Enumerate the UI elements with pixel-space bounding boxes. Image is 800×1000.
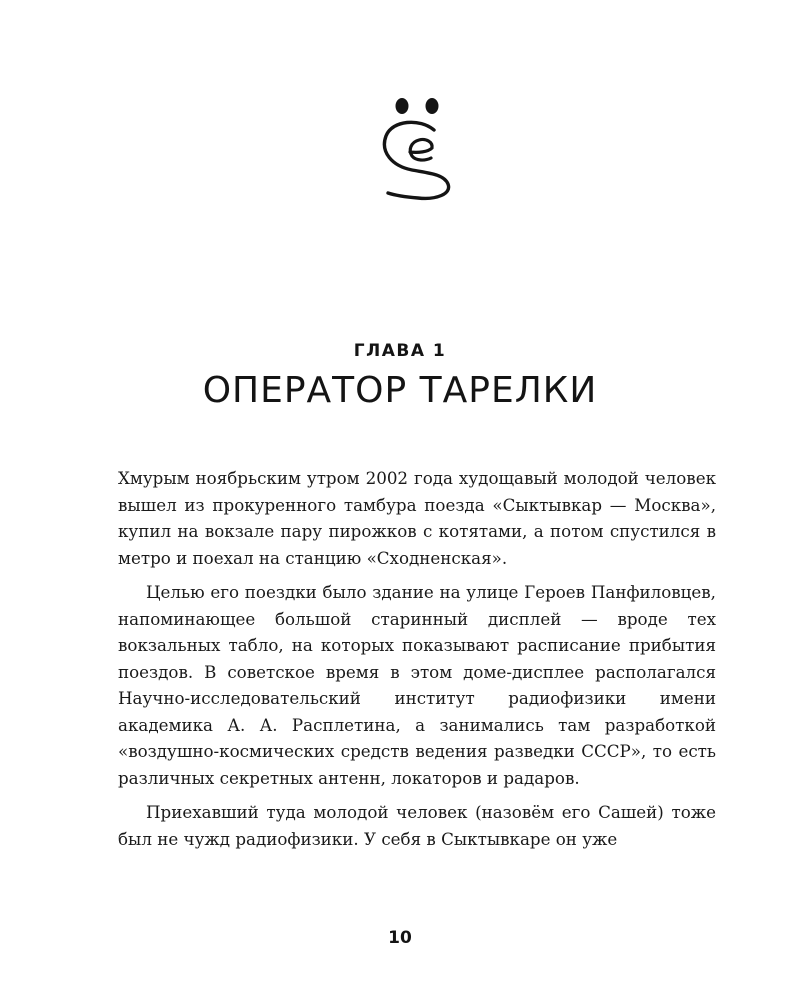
page-number: 10 <box>388 928 412 948</box>
chapter-title: ОПЕРАТОР ТАРЕЛКИ <box>202 370 598 411</box>
chapter-label: ГЛАВА 1 <box>353 341 447 361</box>
paragraph: Хмурым ноябрьским утром 2002 года худощавый молодой человек вышел из прокуренного тамбура поезда «Сыктывкар — Москва», купил на вокзале пару пирожков с котятами, а потом спустился в метро и поехал на станцию «Сходненская». <box>118 468 716 568</box>
yo-letter-emblem-icon <box>370 92 470 202</box>
paragraph: Целью его поездки было здание на улице Героев Панфиловцев, напоминающее большой старинный дисплей — вроде тех вокзальных табло, на которых показывают расписание прибытия поездов. В советское время в этом доме-дисплее располагался Научно-исследовательский институт радиофизики имени академика А. А. Расплетина, а занимались там разработкой «воздушно-космических средств ведения разведки СССР», то есть различных секретных антенн, локаторов и радаров. <box>118 582 716 788</box>
paragraph: Приехавший туда молодой человек (назовём его Сашей) тоже был не чужд радиофизики. У себя в Сыктывкаре он уже <box>118 802 716 849</box>
chapter-body <box>118 465 716 860</box>
